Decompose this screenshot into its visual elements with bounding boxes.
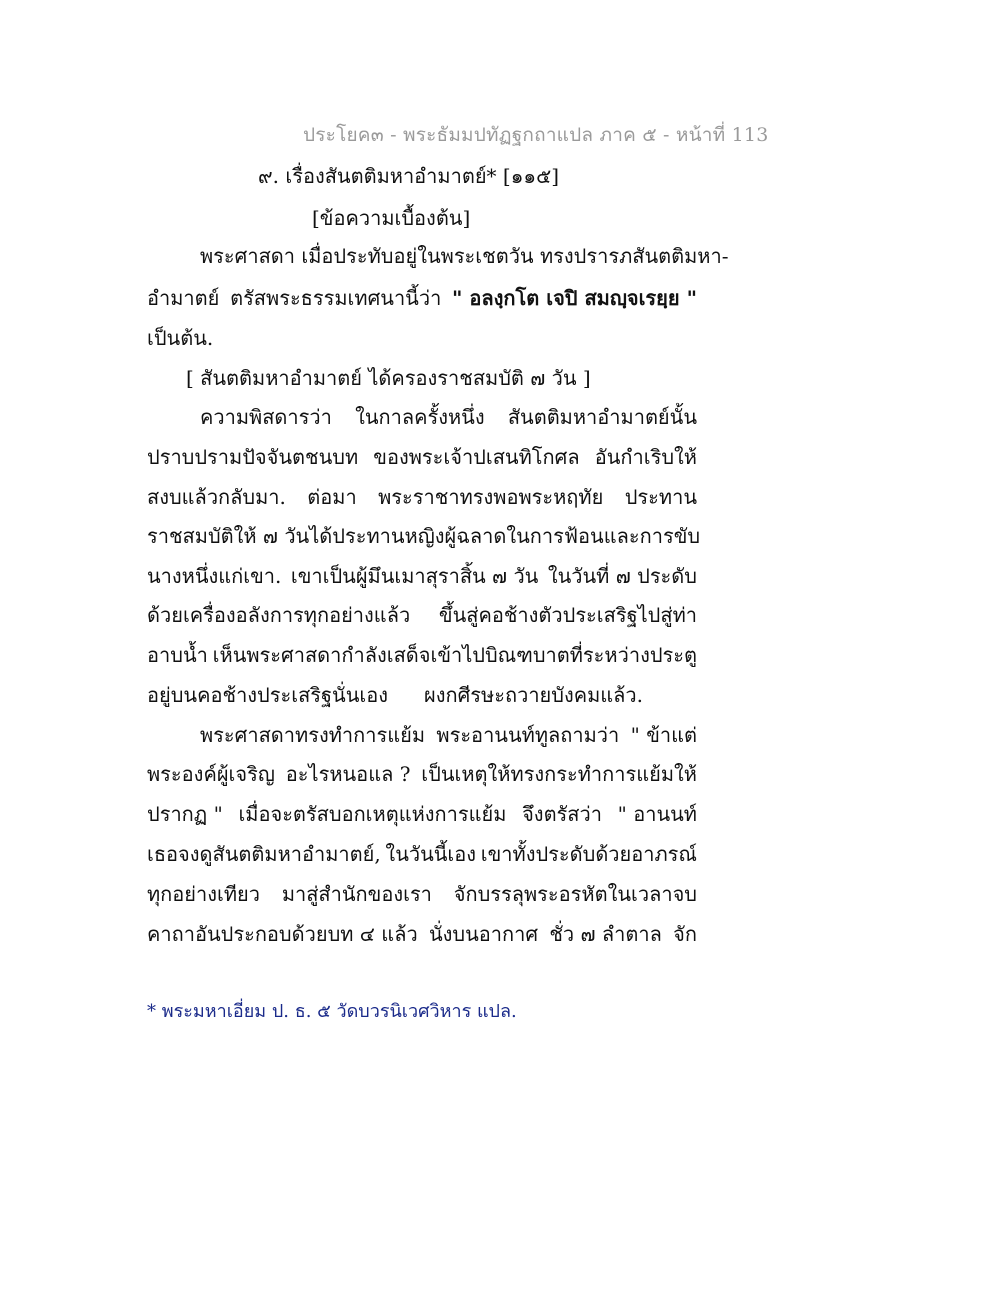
paragraph-line bbox=[147, 679, 697, 711]
line-text: ชั่ว ๗ ลำตาล bbox=[549, 922, 662, 946]
line-text: ด้วยเครื่องอลังการทุกอย่างแล้ว bbox=[147, 603, 411, 627]
line-text: อำมาตย์ bbox=[147, 286, 220, 310]
line-text: ต่อมา bbox=[307, 485, 357, 509]
chapter-title: ๙. เรื่องสันตติมหาอำมาตย์* [๑๑๕] bbox=[258, 164, 560, 188]
paragraph-line bbox=[147, 560, 697, 592]
line-text: เป็นต้น. bbox=[147, 326, 214, 350]
line-text: พระอานนท์ทูลถามว่า bbox=[436, 723, 620, 747]
line-text: เมื่อจะตรัสบอกเหตุแห่งการแย้ม bbox=[238, 802, 507, 826]
line-text: เขาเป็นผู้มึนเมาสุราสิ้น ๗ วัน bbox=[290, 564, 539, 588]
line-text: อาบน้ำ bbox=[147, 643, 208, 667]
paragraph-line bbox=[147, 918, 697, 950]
line-text: พระศาสดาทรงทำการแย้ม bbox=[200, 723, 425, 747]
line-text: " อานนท์ bbox=[617, 802, 697, 826]
paragraph-line bbox=[200, 240, 729, 272]
paragraph-line bbox=[147, 520, 701, 552]
paragraph-line bbox=[147, 599, 697, 631]
line-text: ในวันที่ ๗ ประดับ bbox=[547, 564, 697, 588]
pali-verse-quote: " อลงฺกโต เจปิ สมญฺจเรยฺย " bbox=[452, 286, 697, 310]
line-text: พระราชาทรงพอพระหฤทัย bbox=[378, 485, 604, 509]
line-text: ได้ประทานหญิงผู้ฉลาดในการฟ้อนและการขับ bbox=[309, 524, 701, 548]
section-heading-santati: [ สันตติมหาอำมาตย์ ได้ครองราชสมบัติ ๗ วัน ] bbox=[186, 366, 591, 390]
section-heading-intro: [ข้อความเบื้องต้น] bbox=[312, 206, 471, 230]
line-text: อันกำเริบให้ bbox=[594, 445, 697, 469]
line-text: คาถาอันประกอบด้วยบท ๔ แล้ว bbox=[147, 922, 418, 946]
line-text: สันตติมหาอำมาตย์นั้น bbox=[507, 405, 697, 429]
line-text: ในกาลครั้งหนึ่ง bbox=[355, 405, 485, 429]
line-text: ปรากฏ " bbox=[147, 802, 223, 826]
paragraph-line bbox=[147, 322, 697, 354]
line-text: " ข้าแต่ bbox=[630, 723, 697, 747]
line-text: นั่งบนอากาศ bbox=[428, 922, 539, 946]
line-text: มาสู่สำนักของเรา bbox=[281, 882, 432, 906]
line-text: พระศาสดา เมื่อประทับอยู่ในพระเชตวัน ทรงปรารภสันตติมหา- bbox=[200, 244, 729, 268]
footnote: * พระมหาเอี่ยม ป. ธ. ๕ วัดบวรนิเวศวิหาร แปล. bbox=[147, 1001, 517, 1022]
paragraph-line bbox=[147, 481, 697, 513]
line-text: ผงกศีรษะถวายบังคมแล้ว. bbox=[424, 683, 644, 707]
line-text: เห็นพระศาสดากำลังเสด็จเข้าไปบิณฑบาตที่ระหว่างประตู bbox=[212, 643, 697, 667]
paragraph-line bbox=[147, 878, 697, 910]
line-text: สงบแล้วกลับมา. bbox=[147, 485, 286, 509]
line-text: เธอจงดูสันตติมหาอำมาตย์, bbox=[147, 842, 381, 866]
line-text: จักบรรลุพระอรหัตในเวลาจบ bbox=[453, 882, 697, 906]
line-text: ปราบปรามปัจจันตชนบท bbox=[147, 445, 359, 469]
page-header: ประโยค๓ - พระธัมมปทัฏฐกถาแปล ภาค ๕ - หน้าที่ 113 bbox=[303, 124, 769, 146]
line-text: ตรัสพระธรรมเทศนานี้ว่า bbox=[230, 286, 442, 310]
line-text: พระองค์ผู้เจริญ bbox=[147, 762, 275, 786]
line-text: นางหนึ่งแก่เขา. bbox=[147, 564, 282, 588]
paragraph-line bbox=[200, 719, 697, 751]
line-text: ราชสมบัติให้ ๗ วัน bbox=[147, 524, 310, 548]
line-text: เขาทั้งประดับด้วยอาภรณ์ bbox=[480, 842, 697, 866]
paragraph-line bbox=[200, 401, 697, 433]
line-text: ในวันนี้เอง bbox=[385, 842, 477, 866]
line-text: เป็นเหตุให้ทรงกระทำการแย้มให้ bbox=[421, 762, 697, 786]
paragraph-line bbox=[147, 441, 697, 473]
paragraph-line bbox=[147, 798, 697, 830]
line-text: อะไรหนอแล ? bbox=[285, 762, 411, 786]
line-text: ประทาน bbox=[624, 485, 697, 509]
line-text: จัก bbox=[673, 922, 697, 946]
line-text: ขึ้นสู่คอช้างตัวประเสริฐไปสู่ท่า bbox=[438, 603, 697, 627]
paragraph-line bbox=[147, 838, 697, 870]
paragraph-line bbox=[147, 758, 697, 790]
line-text: ของพระเจ้าปเสนทิโกศล bbox=[373, 445, 580, 469]
paragraph-line bbox=[147, 639, 697, 671]
paragraph-line bbox=[147, 282, 697, 314]
line-text: ความพิสดารว่า bbox=[200, 405, 332, 429]
line-text: อยู่บนคอช้างประเสริฐนั่นเอง bbox=[147, 683, 389, 707]
line-text: ทุกอย่างเทียว bbox=[147, 882, 260, 906]
line-text: จึงตรัสว่า bbox=[522, 802, 602, 826]
